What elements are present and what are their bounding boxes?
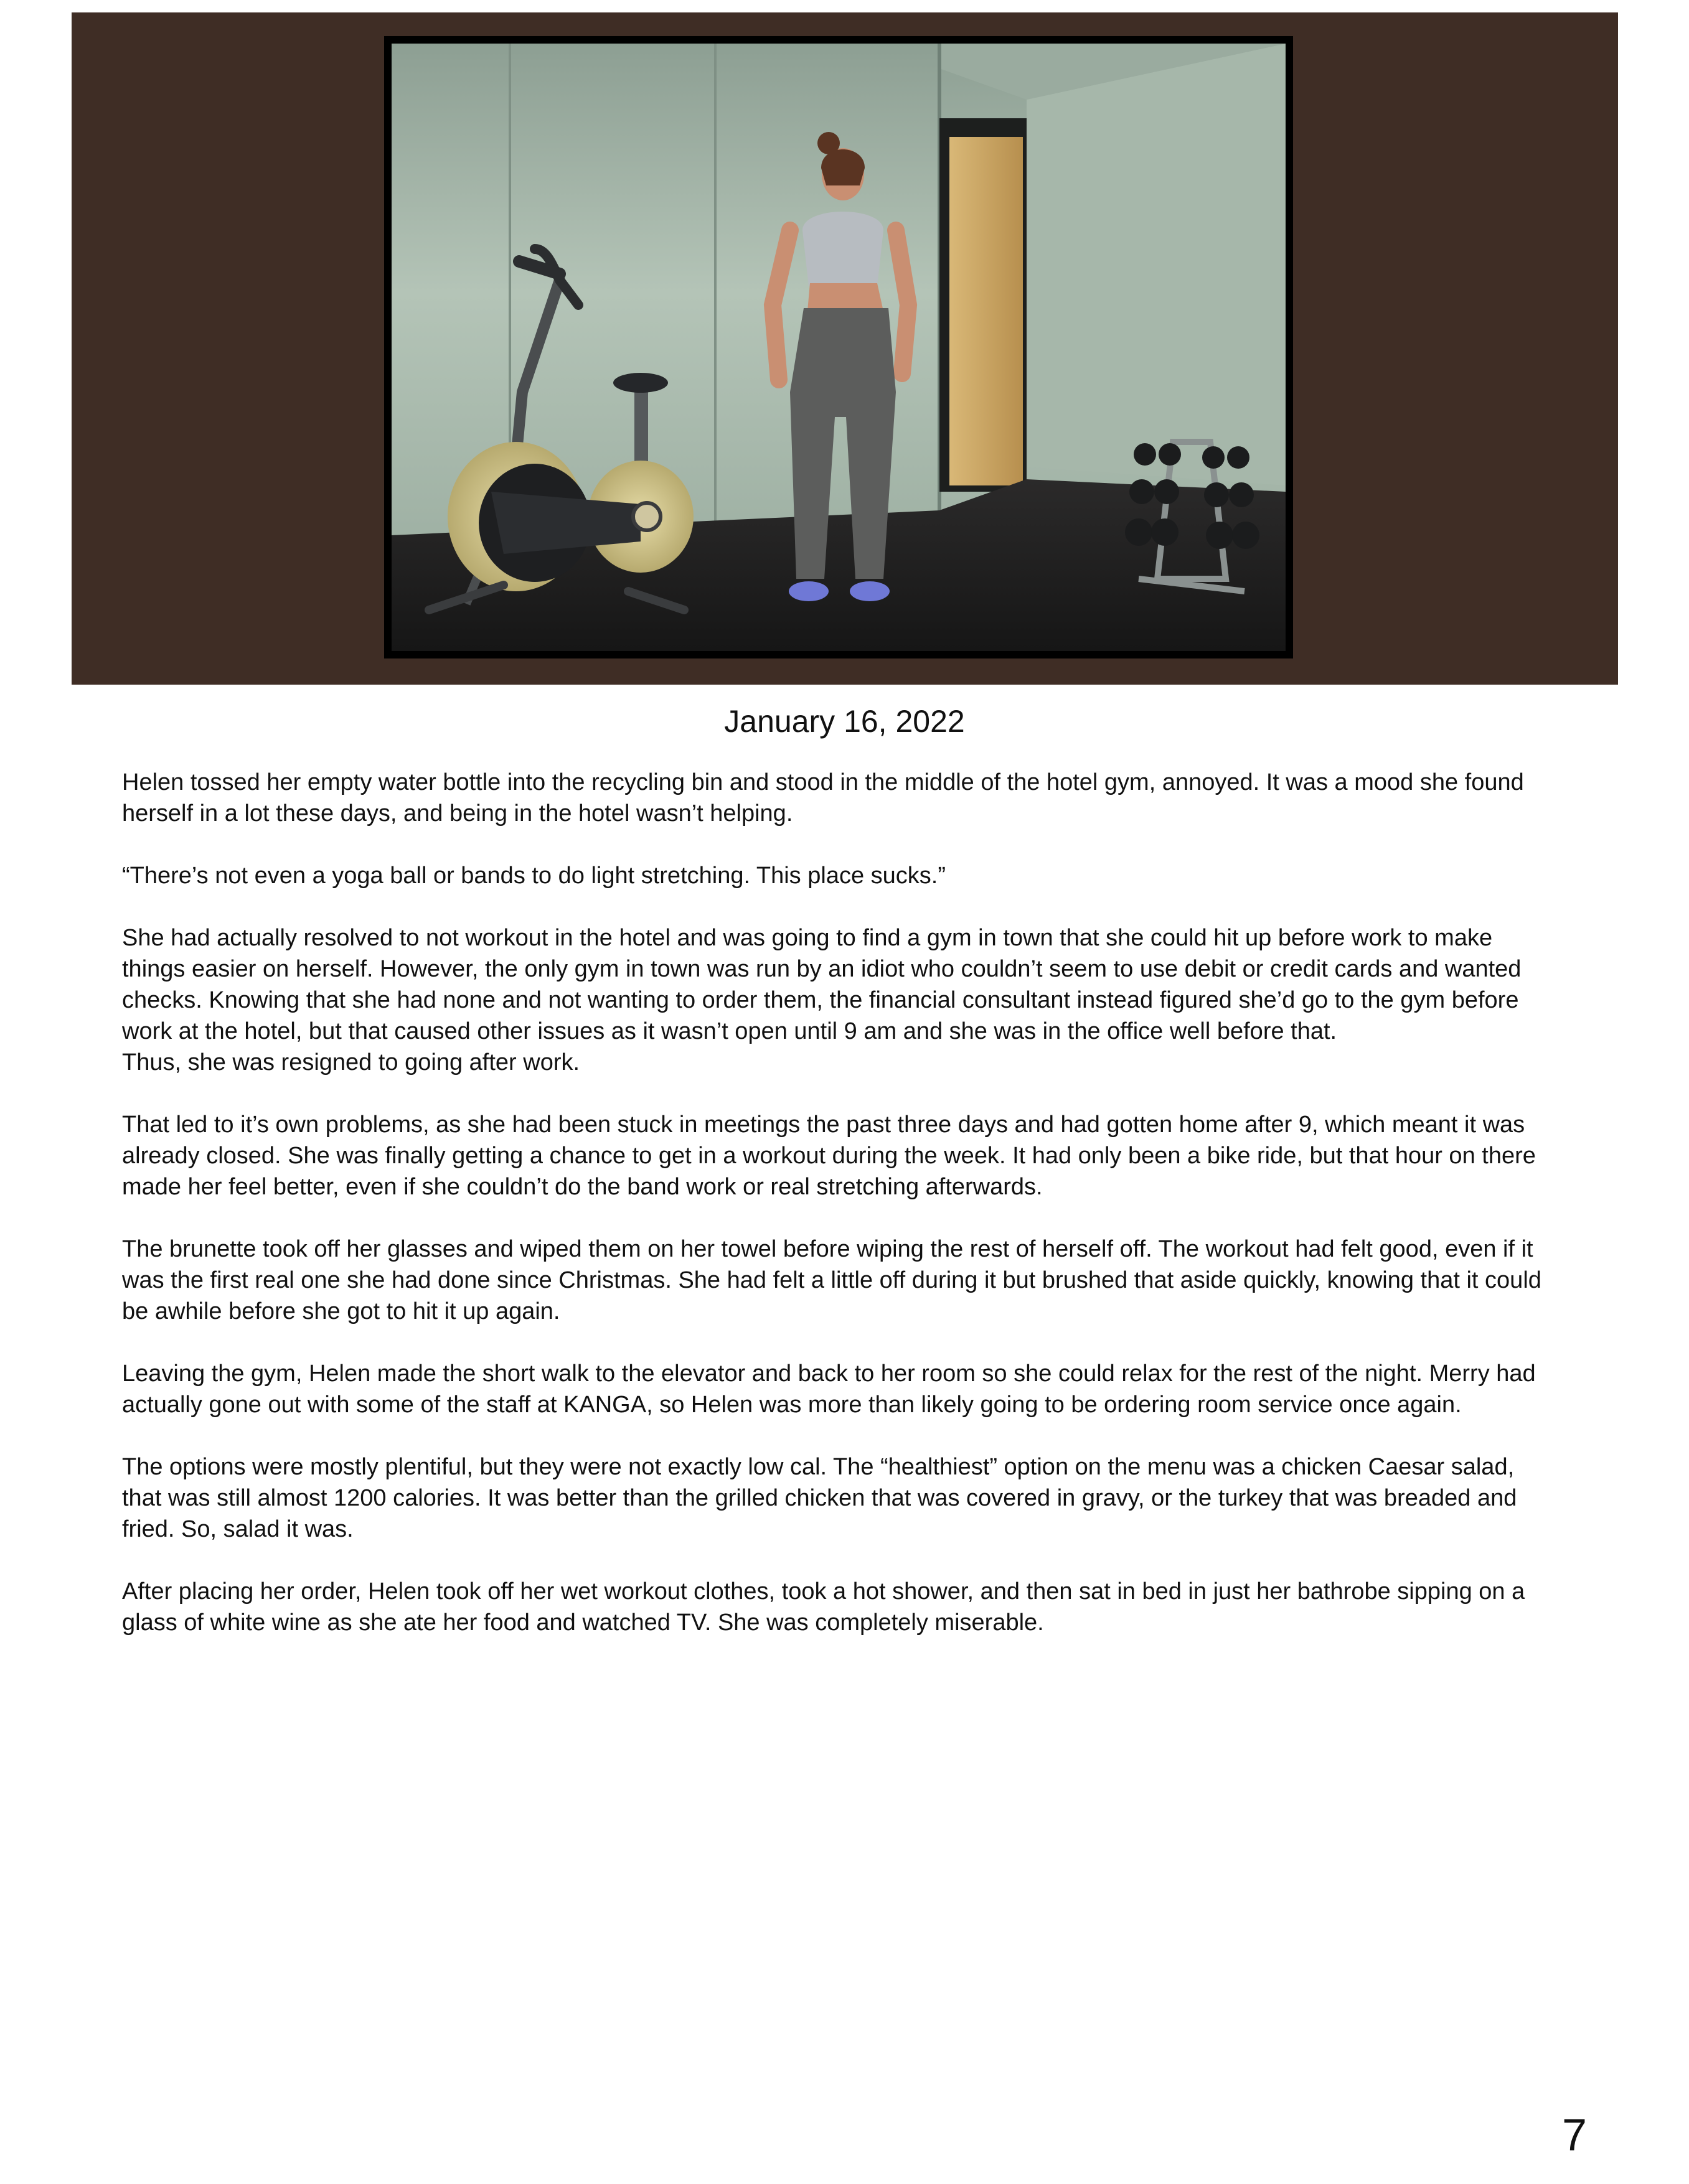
chapter-date: January 16, 2022 — [724, 704, 965, 739]
door — [949, 137, 1023, 485]
right-wall — [1027, 44, 1286, 485]
story-paragraph: She had actually resolved to not workout in the hotel and was going to find a gym in town that she could hit up before work to make things easier on herself. However, the only gym in town was run by an idiot who couldn’t seem to use debit or credit cards and wanted checks. Knowing that she had none and not wanting to order them, the financial consultant instead figured she’d go to the gym before work at the hotel, but that caused other issues as it wasn’t open until 9 am and she was in the office well before that. — [122, 925, 1522, 1044]
page-number: 7 — [1561, 2111, 1587, 2160]
story-paragraph: Thus, she was resigned to going after work. — [122, 1049, 580, 1076]
story-paragraph: Leaving the gym, Helen made the short walk to the elevator and back to her room so she could relax for the rest of the night. Merry had actually gone out with some of the staff at KANGA, so Helen was more than likely going to be ordering room service once again. — [122, 1361, 1536, 1418]
illustration-banner — [72, 12, 1618, 685]
story-text — [122, 767, 1554, 1669]
illustration-panel — [384, 36, 1293, 658]
story-paragraph: “There’s not even a yoga ball or bands to do light stretching. This place sucks.” — [122, 863, 946, 889]
gym-scene-illustration — [392, 44, 1286, 651]
story-paragraph: The brunette took off her glasses and wiped them on her towel before wiping the rest of herself off. The workout had felt good, even if it was the first real one she had done since Christmas. She had felt a little off during it but brushed that aside quickly, knowing that it could be awhile before she got to hit it up again. — [122, 1236, 1541, 1324]
story-paragraph: After placing her order, Helen took off her wet workout clothes, took a hot shower, and then sat in bed in just her bathrobe sipping on a glass of white wine as she ate her food and watched TV. She was completely miserable. — [122, 1578, 1525, 1636]
story-paragraph: Helen tossed her empty water bottle into the recycling bin and stood in the middle of the hotel gym, annoyed. It was a mood she found herself in a lot these days, and being in the hotel wasn’t helping. — [122, 769, 1524, 827]
story-paragraph: That led to it’s own problems, as she had been stuck in meetings the past three days and had gotten home after 9, which meant it was already closed. She was finally getting a chance to get in a workout during the week. It had only been a bike ride, but that hour on there made her feel better, even if she couldn’t do the band work or real stretching afterwards. — [122, 1112, 1536, 1200]
story-paragraph: The options were mostly plentiful, but they were not exactly low cal. The “healthiest” option on the menu was a chicken Caesar salad, that was still almost 1200 calories. It was better than the grilled chicken that was covered in gravy, or the turkey that was breaded and fried. So, salad it was. — [122, 1454, 1517, 1542]
